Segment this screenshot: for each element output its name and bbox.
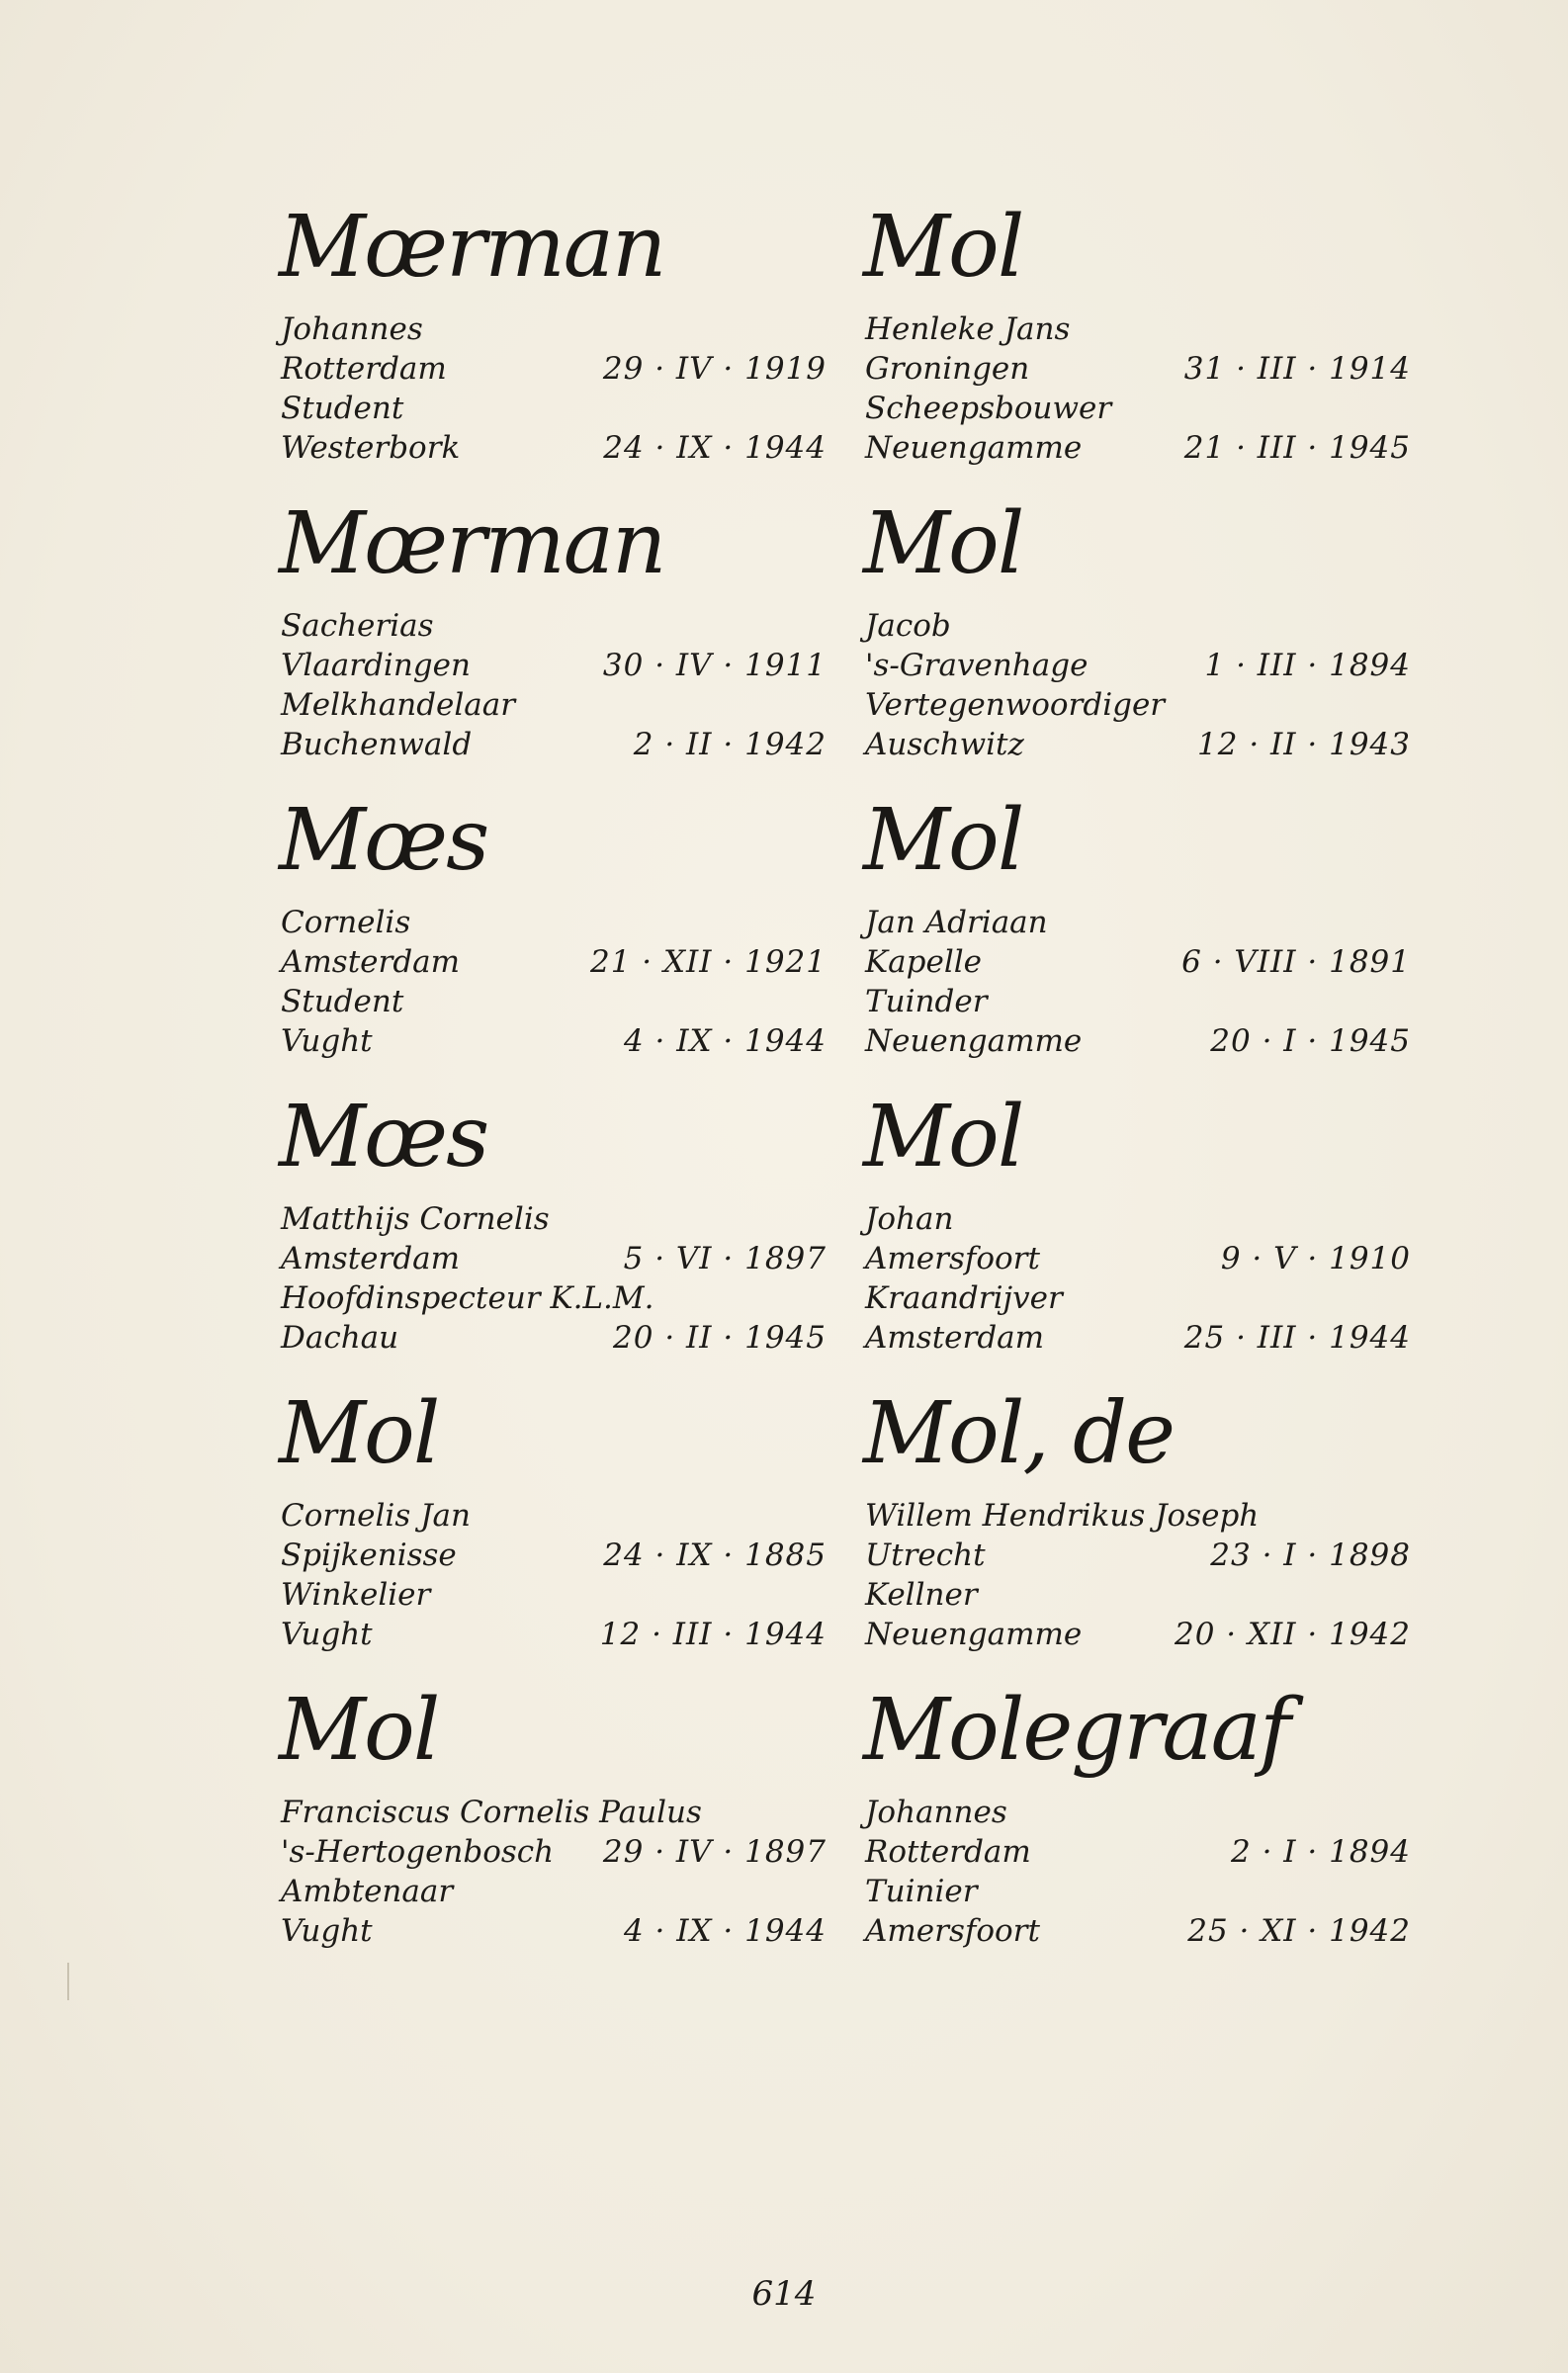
death-place: Neuengamme [865,1617,1083,1652]
surname: Mœrman [279,198,665,297]
death-date: 25 · XI · 1942 [1187,1913,1411,1949]
death-place: Westerbork [281,430,461,466]
given-names: Jacob [865,608,951,644]
surname: Mol, de [863,1384,1174,1483]
death-place: Neuengamme [865,1023,1083,1059]
birthplace: Spijkenisse [281,1538,457,1573]
death-date: 25 · III · 1944 [1183,1320,1411,1356]
death-place: Vught [281,1023,373,1059]
birthplace: Groningen [865,351,1030,387]
death-date: 2 · II · 1942 [633,727,827,762]
birth-date: 31 · III · 1914 [1183,351,1411,387]
death-date: 20 · II · 1945 [613,1320,827,1356]
birth-date: 2 · I · 1894 [1231,1834,1411,1870]
occupation: Kraandrijver [865,1280,1063,1316]
birthplace: Amersfoort [865,1241,1040,1276]
surname: Mol [279,1384,439,1483]
surname: Mol [279,1681,439,1780]
surname: Mol [863,198,1023,297]
birthplace: Amsterdam [281,1241,461,1276]
name-entry [279,1083,832,1379]
page-number: 614 [751,2274,817,2314]
given-names: Henleke Jans [865,311,1071,347]
birth-date: 1 · III · 1894 [1204,648,1411,683]
occupation: Student [281,391,404,426]
death-date: 4 · IX · 1944 [623,1023,827,1059]
name-entry [863,1083,1417,1379]
name-entry [279,489,832,786]
death-place: Auschwitz [865,727,1024,762]
surname: Mol [863,494,1023,593]
death-date: 20 · XII · 1942 [1174,1617,1411,1652]
birth-date: 9 · V · 1910 [1220,1241,1411,1276]
name-entry [279,1379,832,1676]
given-names: Willem Hendrikus Joseph [865,1498,1260,1534]
given-names: Franciscus Cornelis Paulus [281,1795,702,1830]
birthplace: Rotterdam [281,351,447,387]
birthplace: Amsterdam [281,944,461,980]
birthplace: 's-Hertogenbosch [281,1834,555,1870]
death-place: Amersfoort [865,1913,1040,1949]
name-entry [279,786,832,1083]
name-entry [863,1676,1417,1973]
occupation: Melkhandelaar [281,687,516,723]
birth-date: 29 · IV · 1919 [602,351,827,387]
occupation: Student [281,984,404,1019]
birth-date: 29 · IV · 1897 [602,1834,827,1870]
death-place: Vught [281,1913,373,1949]
surname: Mœs [279,791,488,890]
surname: Mol [863,791,1023,890]
name-entry [863,489,1417,786]
death-place: Vught [281,1617,373,1652]
death-date: 21 · III · 1945 [1183,430,1411,466]
birth-date: 6 · VIII · 1891 [1181,944,1411,980]
death-place: Buchenwald [281,727,473,762]
given-names: Cornelis [281,905,411,940]
surname: Mol [863,1088,1023,1186]
given-names: Johannes [281,311,423,347]
right-column [863,193,1417,1973]
birth-date: 23 · I · 1898 [1210,1538,1411,1573]
death-date: 4 · IX · 1944 [623,1913,827,1949]
occupation: Winkelier [281,1577,431,1613]
death-date: 20 · I · 1945 [1210,1023,1411,1059]
death-date: 24 · IX · 1944 [603,430,827,466]
given-names: Johannes [865,1795,1007,1830]
death-date: 12 · III · 1944 [599,1617,827,1652]
birth-date: 24 · IX · 1885 [603,1538,827,1573]
birth-date: 21 · XII · 1921 [589,944,827,980]
name-entry [863,1379,1417,1676]
birth-date: 5 · VI · 1897 [623,1241,827,1276]
death-place: Neuengamme [865,430,1083,466]
name-entry [863,786,1417,1083]
margin-mark [67,1963,69,2000]
given-names: Cornelis Jan [281,1498,471,1534]
surname: Mœrman [279,494,665,593]
occupation: Vertegenwoordiger [865,687,1166,723]
name-entry [279,193,832,489]
occupation: Hoofdinspecteur K.L.M. [281,1280,654,1316]
birthplace: Rotterdam [865,1834,1031,1870]
birthplace: Utrecht [865,1538,986,1573]
death-place: Amsterdam [865,1320,1045,1356]
occupation: Tuinier [865,1874,978,1909]
name-entry [863,193,1417,489]
occupation: Ambtenaar [281,1874,454,1909]
birth-date: 30 · IV · 1911 [602,648,827,683]
name-entry [279,1676,832,1973]
birthplace: Vlaardingen [281,648,471,683]
surname: Molegraaf [863,1681,1289,1780]
birthplace: 's-Gravenhage [865,648,1089,683]
surname: Mœs [279,1088,488,1186]
occupation: Kellner [865,1577,978,1613]
left-column [279,193,832,1973]
occupation: Scheepsbouwer [865,391,1112,426]
given-names: Sacherias [281,608,434,644]
given-names: Johan [865,1201,954,1237]
occupation: Tuinder [865,984,988,1019]
given-names: Matthijs Cornelis [281,1201,550,1237]
birthplace: Kapelle [865,944,983,980]
death-place: Dachau [281,1320,399,1356]
death-date: 12 · II · 1943 [1197,727,1411,762]
given-names: Jan Adriaan [865,905,1048,940]
